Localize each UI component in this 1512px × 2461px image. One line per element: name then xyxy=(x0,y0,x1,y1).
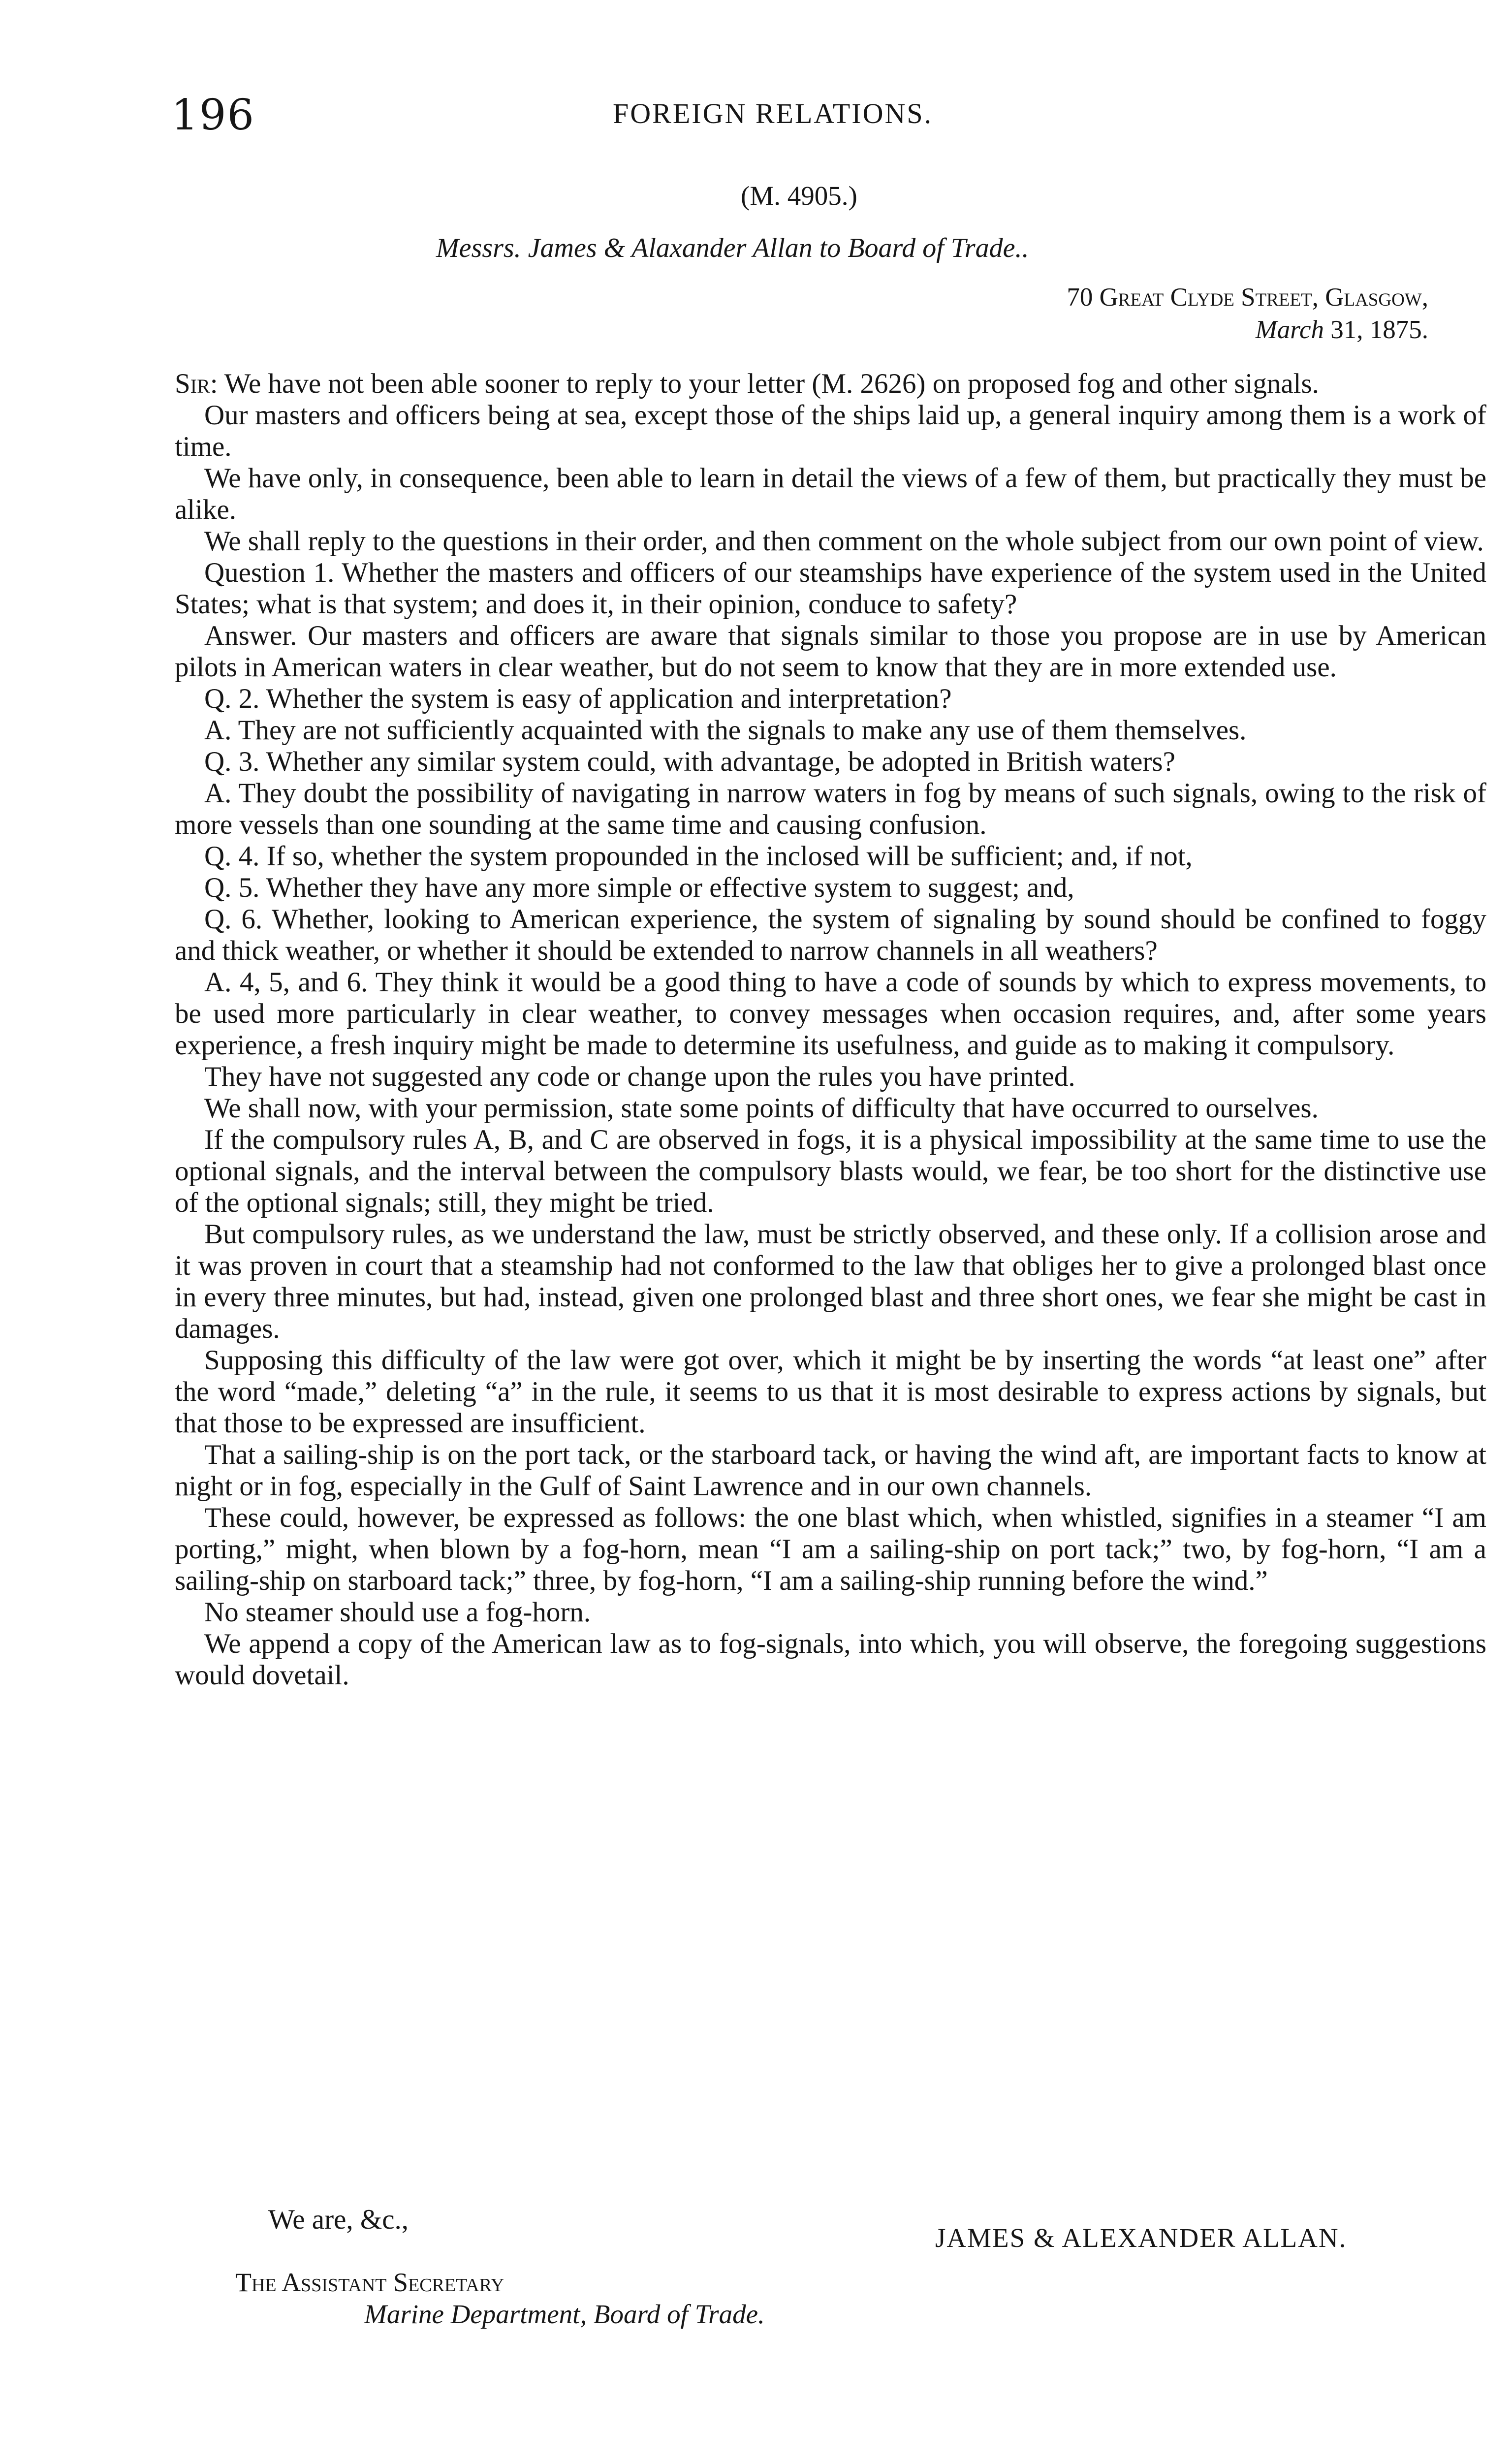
letter-heading: Messrs. James & Alaxander Allan to Board of Trade.. xyxy=(436,233,1029,263)
paragraph: No steamer should use a fog-horn. xyxy=(204,1597,591,1628)
paragraph: A. They are not sufficiently acquainted with the signals to make any use of them themselves. xyxy=(204,715,1247,746)
paragraph: But compulsory rules, as we understand the law, must be strictly observed, and these only. If a collision arose and it was proven in court that a steamship had not conformed to the law that obliges her to give a prolonged blast once in every three minutes, but had, instead, given one prolonged blast and three short ones, we fear she might be cast in damages. xyxy=(175,1219,1486,1344)
letter-reference: (M. 4905.) xyxy=(741,181,857,211)
closing: We are, &c., xyxy=(268,2204,409,2235)
paragraph: Supposing this difficulty of the law were got over, which it might be by inserting the words “at least one” after the word “made,” deleting “a” in the rule, it seems to us that it is most desirable to express actions by signals, but that those to be expressed are insufficient. xyxy=(175,1345,1486,1439)
signature: JAMES & ALEXANDER ALLAN. xyxy=(935,2223,1347,2253)
sender-address: 70 Great Clyde Street, Glasgow, xyxy=(1067,283,1428,312)
paragraph xyxy=(175,368,1486,400)
paragraph: That a sailing-ship is on the port tack, or the starboard tack, or having the wind aft, are important facts to know at night or in fog, especially in the Gulf of Saint Lawrence and in our own channels. xyxy=(175,1439,1486,1502)
letter-date-rest: 31, 1875. xyxy=(1324,316,1428,344)
paragraph: We shall reply to the questions in their order, and then comment on the whole subject from our own point of view. xyxy=(204,526,1484,557)
addressee-department: Marine Department, Board of Trade. xyxy=(364,2299,765,2329)
paragraph: If the compulsory rules A, B, and C are observed in fogs, it is a physical impossibility at the same time to use the optional signals, and the interval between the compulsory blasts would, we fear, be too short for the distinctive use of the optional signals; still, they might be tried. xyxy=(175,1124,1486,1218)
paragraph: Q. 4. If so, whether the system propounded in the inclosed will be sufficient; and, if not, xyxy=(204,841,1193,872)
addressee-title: The Assistant Secretary xyxy=(235,2268,504,2297)
paragraph: Our masters and officers being at sea, except those of the ships laid up, a general inquiry among them is a work of time. xyxy=(175,400,1486,462)
letter-body xyxy=(175,368,1486,1691)
paragraph: A. They doubt the possibility of navigating in narrow waters in fog by means of such signals, owing to the risk of more vessels than one sounding at the same time and causing confusion. xyxy=(175,778,1486,840)
paragraph: Q. 2. Whether the system is easy of application and interpretation? xyxy=(204,683,952,714)
salutation: Sir: xyxy=(175,368,218,399)
paragraph: Q. 3. Whether any similar system could, with advantage, be adopted in British waters? xyxy=(204,746,1175,777)
paragraph: We have only, in consequence, been able to learn in detail the views of a few of them, but practically they must be alike. xyxy=(175,463,1486,525)
paragraph-text: We have not been able sooner to reply to your letter (M. 2626) on proposed fog and other signals. xyxy=(218,368,1319,399)
letter-date xyxy=(1256,314,1428,346)
paragraph: We append a copy of the American law as to fog-signals, into which, you will observe, the foregoing suggestions would dovetail. xyxy=(175,1628,1486,1691)
running-head: FOREIGN RELATIONS. xyxy=(613,97,933,129)
paragraph: These could, however, be expressed as follows: the one blast which, when whistled, signifies in a steamer “I am porting,” might, when blown by a fog-horn, mean “I am a sailing-ship on port tack;” two, by fog-horn, “I am a sailing-ship on starboard tack;” three, by fog-horn, “I am a sailing-ship running before the wind.” xyxy=(175,1502,1486,1596)
paragraph: Q. 6. Whether, looking to American experience, the system of signaling by sound should be confined to foggy and thick weather, or whether it should be extended to narrow channels in all weathers? xyxy=(175,904,1486,966)
paragraph: Question 1. Whether the masters and officers of our steamships have experience of the system used in the United States; what is that system; and does it, in their opinion, conduce to safety? xyxy=(175,557,1486,620)
letter-date-month-day: March xyxy=(1255,316,1324,344)
paragraph: They have not suggested any code or change upon the rules you have printed. xyxy=(204,1061,1075,1092)
paragraph: Q. 5. Whether they have any more simple or effective system to suggest; and, xyxy=(204,872,1074,903)
paragraph: We shall now, with your permission, state some points of difficulty that have occurred to ourselves. xyxy=(204,1093,1319,1124)
page-number: 196 xyxy=(171,91,255,140)
paragraph: A. 4, 5, and 6. They think it would be a good thing to have a code of sounds by which to express movements, to be used more particularly in clear weather, to convey messages when occasion requires, and, after some years experience, a fresh inquiry might be made to determine its usefulness, and guide as to making it compulsory. xyxy=(175,967,1486,1061)
paragraph: Answer. Our masters and officers are aware that signals similar to those you propose are in use by American pilots in American waters in clear weather, but do not seem to know that they are in more extended use. xyxy=(175,620,1486,683)
